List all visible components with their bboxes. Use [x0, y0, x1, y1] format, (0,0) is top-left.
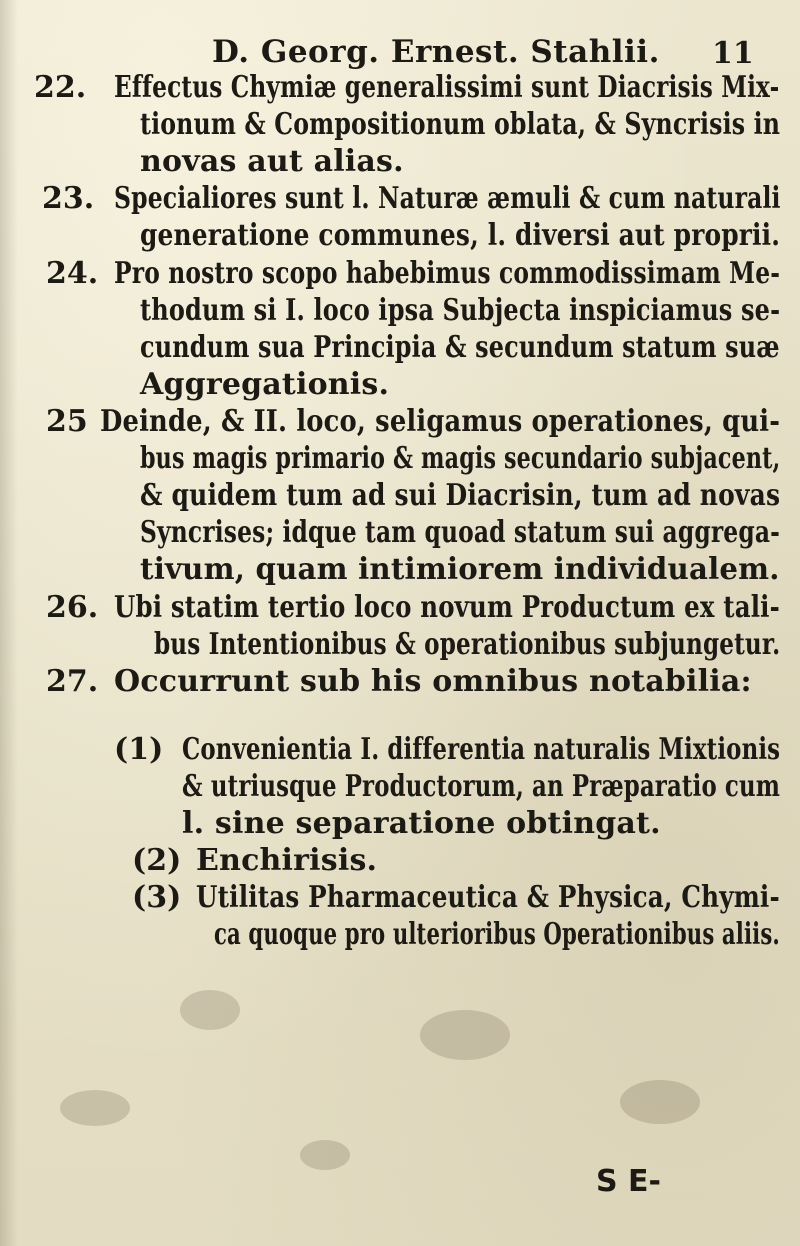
subitem-number: (2): [132, 843, 182, 878]
text-line: ca quoque pro ulterioribus Operationibus aliis.: [214, 917, 780, 952]
paragraph-number: 25: [46, 404, 88, 439]
text-line: Utilitas Pharmaceutica & Physica, Chymi-: [196, 880, 780, 915]
paper-stain: [300, 1140, 350, 1170]
paragraph-number: 22.: [34, 70, 87, 105]
text-line: bus Intentionibus & operationibus subjungetur.: [154, 627, 781, 662]
subitem-number: (3): [132, 880, 182, 915]
paper-stain: [620, 1080, 700, 1124]
text-line: cundum sua Principia & secundum statum suæ: [140, 330, 780, 365]
text-line: Aggregationis.: [140, 367, 390, 402]
paragraph-number: 27.: [46, 664, 99, 699]
subitem-number: (1): [114, 732, 164, 767]
paper-stain: [60, 1090, 130, 1126]
paragraph-number: 23.: [42, 181, 95, 216]
text-line: Ubi statim tertio loco novum Productum ex tali-: [114, 590, 780, 625]
text-line: Pro nostro scopo habebimus commodissimam Me-: [114, 256, 781, 291]
text-line: Deinde, & II. loco, seligamus operationes, qui-: [100, 404, 781, 439]
running-head: D. Georg. Ernest. Stahlii.: [212, 34, 660, 70]
text-line: tionum & Compositionum oblata, & Syncrisis in: [140, 107, 781, 142]
text-line: thodum si I. loco ipsa Subjecta inspiciamus se-: [140, 293, 781, 328]
text-line: novas aut alias.: [140, 144, 404, 179]
page-edge-shadow: [0, 0, 18, 1246]
text-line: Specialiores sunt l. Naturæ æmuli & cum naturali: [114, 181, 781, 216]
text-line: Convenientia I. differentia naturalis Mixtionis: [182, 732, 781, 767]
paragraph-number: 26.: [46, 590, 99, 625]
text-line: & quidem tum ad sui Diacrisin, tum ad novas: [140, 478, 781, 513]
text-line: & utriusque Productorum, an Præparatio cum: [182, 769, 781, 804]
paper-stain: [180, 990, 240, 1030]
text-line: bus magis primario & magis secundario subjacent,: [140, 441, 781, 476]
paragraph-number: 24.: [46, 256, 99, 291]
text-line: generatione communes, l. diversi aut proprii.: [140, 218, 781, 253]
paper-stain: [420, 1010, 510, 1060]
catchword: S E-: [596, 1164, 661, 1199]
text-line: Effectus Chymiæ generalissimi sunt Diacrisis Mix-: [114, 70, 780, 105]
text-line: Syncrises; idque tam quoad statum sui aggrega-: [140, 515, 780, 550]
text-line: Occurrunt sub his omnibus notabilia:: [114, 664, 752, 699]
text-line: l. sine separatione obtingat.: [182, 806, 661, 841]
page-number: 11: [712, 36, 754, 71]
text-line: Enchirisis.: [196, 843, 378, 878]
text-line: tivum, quam intimiorem individualem.: [140, 552, 780, 587]
